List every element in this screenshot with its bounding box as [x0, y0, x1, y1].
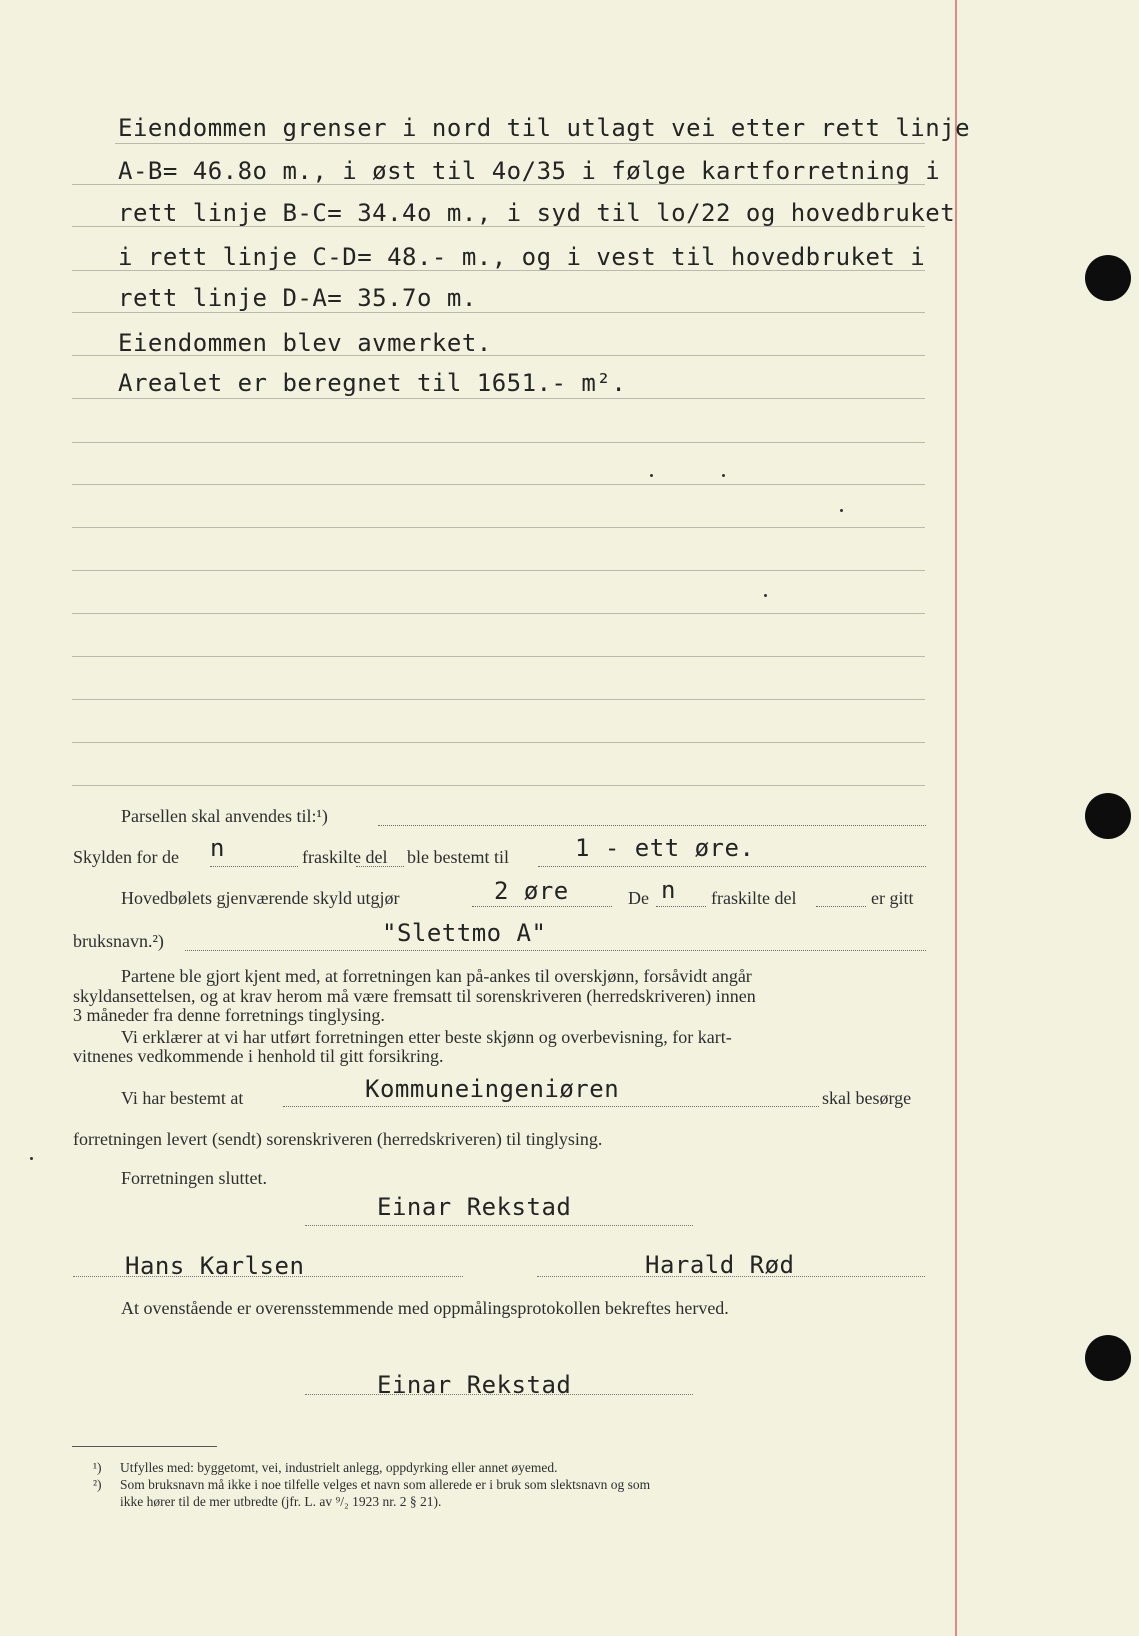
hovedbol-label: fraskilte del — [711, 888, 797, 908]
speck — [722, 474, 725, 477]
partene-text: Partene ble gjort kjent med, at forretningen kan på-ankes til overskjønn, forsåvidt angår — [121, 966, 752, 986]
footnote-text: Utfylles med: byggetomt, vei, industrielt anlegg, oppdyrking eller annet øyemed. — [120, 1460, 558, 1475]
typed-line: rett linje B-C= 34.4o m., i syd til lo/22 og hovedbruket — [118, 199, 956, 227]
partene-text: skyldansettelsen, og at krav herom må være fremsatt til sorenskriveren (herredskriveren) innen — [73, 986, 756, 1006]
fill-line — [283, 1106, 819, 1107]
signature-line — [305, 1394, 693, 1395]
signature-line — [537, 1276, 925, 1277]
footnote-rule — [72, 1446, 217, 1447]
ruled-line — [72, 398, 925, 399]
bruksnavn-value: "Slettmo A" — [382, 919, 547, 947]
typed-line: i rett linje C-D= 48.- m., og i vest til hovedbruket i — [118, 243, 926, 271]
parsellen-label: Parsellen skal anvendes til:¹) — [121, 806, 328, 826]
hovedbol-value: 2 øre — [494, 877, 569, 905]
signature-line — [305, 1225, 693, 1226]
signature-hans-karlsen: Hans Karlsen — [125, 1252, 305, 1280]
skylden-value: 1 - ett øre. — [575, 834, 755, 862]
ruled-line — [72, 613, 925, 614]
footnote-text: ikke hører til de mer utbredte (jfr. L. av ⁹/₂ 1923 nr. 2 § 21). — [120, 1494, 442, 1509]
margin-line — [955, 0, 957, 1636]
typed-line: A-B= 46.8o m., i øst til 4o/35 i følge kartforretning i — [118, 157, 941, 185]
signature-einar-rekstad: Einar Rekstad — [377, 1371, 572, 1399]
skylden-n-value: n — [210, 834, 225, 862]
skylden-label: Skylden for de — [73, 847, 179, 867]
bekreftes-text: At ovenstående er overensstemmende med oppmålingsprotokollen bekreftes herved. — [121, 1298, 729, 1318]
punch-hole — [1085, 793, 1131, 839]
ruled-line — [72, 656, 925, 657]
fill-line — [538, 866, 926, 867]
ruled-line — [72, 570, 925, 571]
typed-line: Eiendommen grenser i nord til utlagt vei etter rett linje — [118, 114, 971, 142]
fill-line — [472, 906, 612, 907]
bestemt-label: skal besørge — [822, 1088, 912, 1108]
ruled-line — [72, 442, 925, 443]
partene-text: 3 måneder fra denne forretnings tinglysing. — [73, 1005, 385, 1025]
fill-line — [356, 866, 404, 867]
ruled-line — [72, 742, 925, 743]
signature-harald-rod: Harald Rød — [645, 1251, 795, 1279]
footnote-mark: ¹) — [93, 1460, 102, 1475]
erklaerer-text: Vi erklærer at vi har utført forretningen etter beste skjønn og overbevisning, for kart- — [121, 1027, 732, 1047]
ruled-line — [72, 484, 925, 485]
levert-text: forretningen levert (sendt) sorenskriveren (herredskriveren) til tinglysing. — [73, 1129, 603, 1149]
typed-line: Eiendommen blev avmerket. — [118, 329, 492, 357]
skylden-label: ble bestemt til — [407, 847, 509, 867]
ruled-line — [72, 785, 925, 786]
ruled-line — [72, 527, 925, 528]
speck — [764, 594, 767, 597]
sluttet-text: Forretningen sluttet. — [121, 1168, 267, 1188]
fill-line — [656, 906, 706, 907]
ruled-line — [72, 699, 925, 700]
signature-einar-rekstad: Einar Rekstad — [377, 1193, 572, 1221]
hovedbol-label: er gitt — [871, 888, 914, 908]
speck — [30, 1157, 33, 1160]
fill-line — [378, 825, 926, 826]
fill-line — [816, 906, 866, 907]
hovedbol-label: Hovedbølets gjenværende skyld utgjør — [121, 888, 400, 908]
footnote-text: Som bruksnavn må ikke i noe tilfelle velges et navn som allerede er i bruk som slektsnavn og som — [120, 1477, 651, 1492]
typed-line: Arealet er beregnet til 1651.- m². — [118, 369, 627, 397]
speck — [650, 474, 653, 477]
hovedbol-label: De — [628, 888, 649, 908]
fill-line — [185, 950, 926, 951]
skylden-label: fraskilte del — [302, 847, 388, 867]
signature-line — [73, 1276, 463, 1277]
fill-line — [210, 866, 298, 867]
erklaerer-text: vitnenes vedkommende i henhold til gitt forsikring. — [73, 1046, 444, 1066]
bestemt-label: Vi har bestemt at — [121, 1088, 244, 1108]
punch-hole — [1085, 1335, 1131, 1381]
ruled-line — [115, 143, 925, 144]
ruled-line — [72, 312, 925, 313]
footnote-mark: ²) — [93, 1477, 102, 1492]
typed-line: rett linje D-A= 35.7o m. — [118, 284, 477, 312]
bruksnavn-label: bruksnavn.²) — [73, 931, 164, 951]
punch-hole — [1085, 255, 1131, 301]
bestemt-value: Kommuneingeniøren — [365, 1075, 620, 1103]
speck — [840, 509, 843, 512]
hovedbol-n-value: n — [661, 876, 676, 904]
